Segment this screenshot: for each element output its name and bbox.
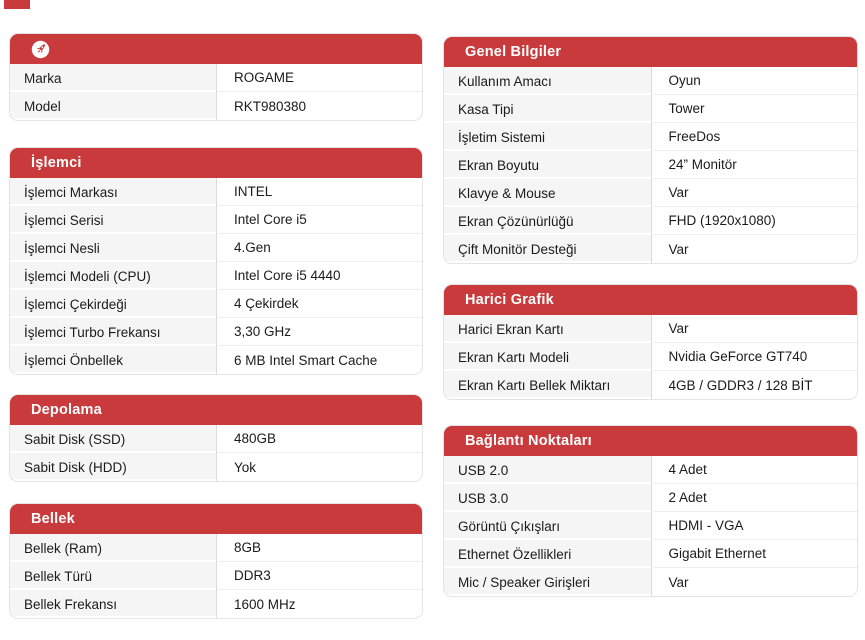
table-row	[10, 346, 422, 374]
table-row	[444, 151, 857, 179]
spec-value: INTEL	[216, 178, 422, 206]
table-row	[10, 262, 422, 290]
spec-label: İşlemci Nesli	[10, 234, 216, 262]
table-row	[444, 512, 857, 540]
brand-table-header	[10, 34, 422, 64]
gpu-table-header	[444, 285, 857, 315]
table-row	[444, 540, 857, 568]
right-column	[443, 36, 858, 597]
table-row	[10, 92, 422, 120]
spec-value: Nvidia GeForce GT740	[651, 343, 858, 371]
ports-table-header	[444, 426, 857, 456]
spec-label: USB 2.0	[444, 456, 651, 484]
spec-value: ROGAME	[216, 64, 422, 92]
table-row	[444, 123, 857, 151]
spec-value: Intel Core i5 4440	[216, 262, 422, 290]
table-row	[10, 290, 422, 318]
spec-label: Bellek Frekansı	[10, 590, 216, 618]
table-row	[10, 206, 422, 234]
spec-value: Gigabit Ethernet	[651, 540, 858, 568]
table-row	[10, 534, 422, 562]
spec-value: Var	[651, 568, 858, 596]
spec-value: DDR3	[216, 562, 422, 590]
spec-label: USB 3.0	[444, 484, 651, 512]
spec-label: Marka	[10, 64, 216, 92]
memory-table-title: Bellek	[31, 511, 75, 527]
spec-label: Model	[10, 92, 216, 120]
spec-value: 3,30 GHz	[216, 318, 422, 346]
table-row	[10, 318, 422, 346]
spec-label: İşlemci Serisi	[10, 206, 216, 234]
spec-label: Sabit Disk (SSD)	[10, 425, 216, 453]
top-left-red-fragment	[4, 0, 30, 9]
ports-table	[443, 425, 858, 597]
cpu-table-header	[10, 148, 422, 178]
spec-label: Harici Ekran Kartı	[444, 315, 651, 343]
spec-label: Görüntü Çıkışları	[444, 512, 651, 540]
storage-table-title: Depolama	[31, 402, 102, 418]
spec-value: 6 MB Intel Smart Cache	[216, 346, 422, 374]
table-row	[444, 207, 857, 235]
spec-value: Var	[651, 315, 858, 343]
spec-value: HDMI - VGA	[651, 512, 858, 540]
table-row	[444, 179, 857, 207]
storage-table	[9, 394, 423, 482]
spec-value: 8GB	[216, 534, 422, 562]
spec-label: Ekran Kartı Bellek Miktarı	[444, 371, 651, 399]
spec-label: Ekran Kartı Modeli	[444, 343, 651, 371]
spec-value: Yok	[216, 453, 422, 481]
table-row	[10, 234, 422, 262]
spec-value: Var	[651, 179, 858, 207]
spec-label: Mic / Speaker Girişleri	[444, 568, 651, 596]
spec-label: İşletim Sistemi	[444, 123, 651, 151]
spec-label: İşlemci Önbellek	[10, 346, 216, 374]
spec-label: Sabit Disk (HDD)	[10, 453, 216, 481]
spec-label: Çift Monitör Desteği	[444, 235, 651, 263]
spec-label: Kasa Tipi	[444, 95, 651, 123]
table-row	[10, 425, 422, 453]
spec-label: Ekran Çözünürlüğü	[444, 207, 651, 235]
spec-label: Bellek (Ram)	[10, 534, 216, 562]
table-row	[444, 315, 857, 343]
table-row	[444, 95, 857, 123]
spec-label: Ethernet Özellikleri	[444, 540, 651, 568]
spec-value: 4 Çekirdek	[216, 290, 422, 318]
spec-value: FreeDos	[651, 123, 858, 151]
table-row	[444, 484, 857, 512]
general-info-table-title: Genel Bilgiler	[465, 44, 562, 60]
memory-table-header	[10, 504, 422, 534]
spec-value: RKT980380	[216, 92, 422, 120]
spec-value: 4.Gen	[216, 234, 422, 262]
spec-value: Oyun	[651, 67, 858, 95]
spec-value: Tower	[651, 95, 858, 123]
spec-value: 4 Adet	[651, 456, 858, 484]
ports-table-title: Bağlantı Noktaları	[465, 433, 592, 449]
table-row	[444, 568, 857, 596]
table-row	[444, 235, 857, 263]
spec-value: Var	[651, 235, 858, 263]
table-row	[10, 64, 422, 92]
table-row	[444, 371, 857, 399]
memory-table	[9, 503, 423, 619]
spec-value: FHD (1920x1080)	[651, 207, 858, 235]
spec-label: İşlemci Turbo Frekansı	[10, 318, 216, 346]
spec-value: 1600 MHz	[216, 590, 422, 618]
table-row	[444, 343, 857, 371]
brand-table	[9, 33, 423, 121]
spec-label: İşlemci Markası	[10, 178, 216, 206]
table-row	[10, 453, 422, 481]
table-row	[10, 178, 422, 206]
spec-label: Ekran Boyutu	[444, 151, 651, 179]
general-info-table-header	[444, 37, 857, 67]
left-column	[9, 33, 423, 619]
spec-value: 4GB / GDDR3 / 128 BİT	[651, 371, 858, 399]
storage-table-header	[10, 395, 422, 425]
gpu-table	[443, 284, 858, 400]
spec-value: 24” Monitör	[651, 151, 858, 179]
spec-label: Bellek Türü	[10, 562, 216, 590]
table-row	[444, 67, 857, 95]
cpu-table-title: İşlemci	[31, 155, 82, 171]
table-row	[10, 562, 422, 590]
gpu-table-title: Harici Grafik	[465, 292, 554, 308]
table-row	[444, 456, 857, 484]
cpu-table	[9, 147, 423, 375]
general-info-table	[443, 36, 858, 264]
rogame-rocket-logo-icon	[31, 40, 50, 59]
table-row	[10, 590, 422, 618]
spec-value: 480GB	[216, 425, 422, 453]
spec-label: Klavye & Mouse	[444, 179, 651, 207]
spec-value: 2 Adet	[651, 484, 858, 512]
spec-label: İşlemci Modeli (CPU)	[10, 262, 216, 290]
spec-label: İşlemci Çekirdeği	[10, 290, 216, 318]
spec-value: Intel Core i5	[216, 206, 422, 234]
spec-label: Kullanım Amacı	[444, 67, 651, 95]
